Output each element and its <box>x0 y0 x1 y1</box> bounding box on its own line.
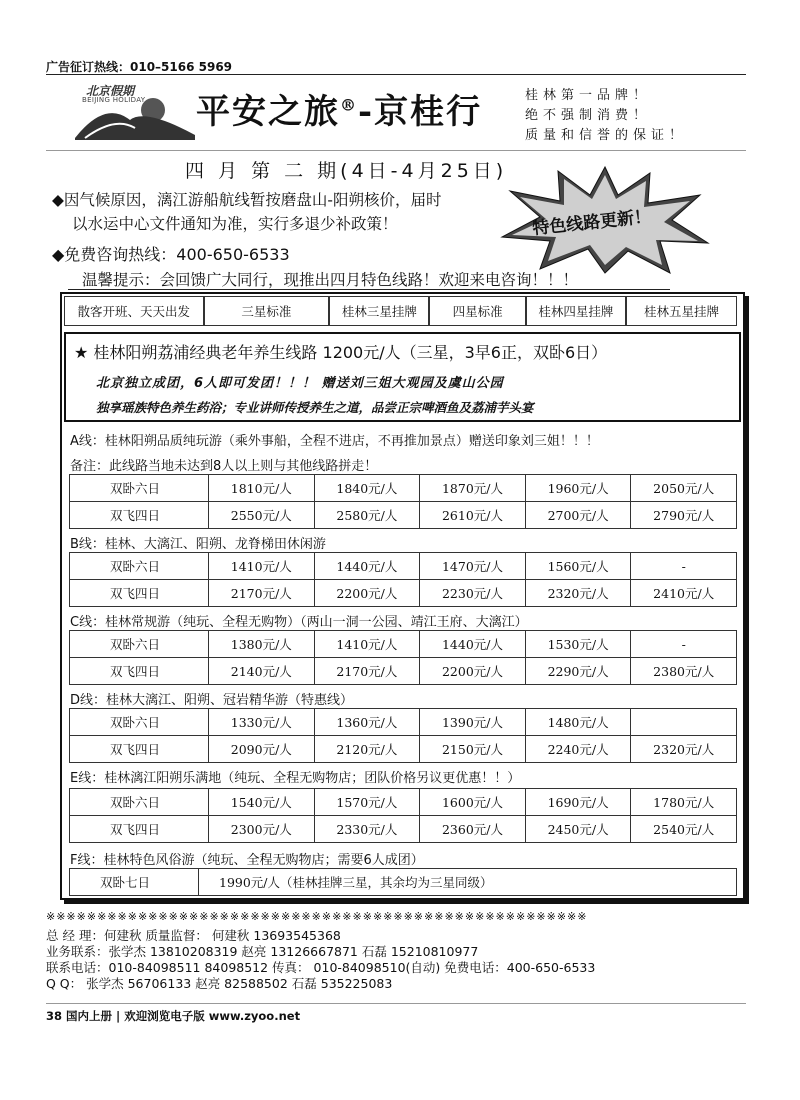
price-cell: 1530元/人 <box>525 631 631 658</box>
featured-route-detail: 独享瑶族特色养生药浴；专业讲师传授养生之道，品尝正宗啤酒鱼及荔浦芋头宴 <box>96 400 534 415</box>
price-cell: 1690元/人 <box>525 789 631 816</box>
table-row <box>70 580 737 607</box>
price-cell: 2090元/人 <box>209 736 315 763</box>
price-cell: 1410元/人 <box>209 553 315 580</box>
price-cell: 1870元/人 <box>420 475 526 502</box>
price-cell: 1960元/人 <box>525 475 631 502</box>
row-label: 双卧六日 <box>70 709 209 736</box>
route-d-title: D线：桂林大漓江、阳朔、冠岩精华游（特惠线） <box>70 693 354 708</box>
page-footer: 38 国内上册 | 欢迎浏览电子版 www.zyoo.net <box>46 1009 301 1023</box>
price-cell: 1780元/人 <box>631 789 737 816</box>
header-cell: 桂林四星挂牌 <box>526 296 626 326</box>
top-rule <box>46 74 746 75</box>
table-row <box>70 631 737 658</box>
route-b-prices <box>69 552 737 607</box>
price-cell: 2300元/人 <box>209 816 315 843</box>
price-cell: 2230元/人 <box>420 580 526 607</box>
price-cell: 1440元/人 <box>420 631 526 658</box>
route-a-prices <box>69 474 737 529</box>
warm-tip: 温馨提示：会回馈广大同行，现推出四月特色线路！欢迎来电咨询！！！ <box>82 271 579 289</box>
row-label: 双卧六日 <box>70 475 209 502</box>
price-cell: 2410元/人 <box>631 580 737 607</box>
price-cell: 1480元/人 <box>525 709 631 736</box>
table-row <box>70 502 737 529</box>
notice-line-1: ◆因气候原因，漓江游船航线暂按磨盘山-阳朔核价，届时 <box>52 191 442 209</box>
header-cell: 桂林三星挂牌 <box>329 296 429 326</box>
row-label: 双卧六日 <box>70 789 209 816</box>
price-cell: 1570元/人 <box>314 789 420 816</box>
tip-underline <box>68 289 670 290</box>
price-cell: 2450元/人 <box>525 816 631 843</box>
price-cell: 2200元/人 <box>314 580 420 607</box>
header-cell: 散客开班、天天出发 <box>64 296 204 326</box>
price-cell: 2120元/人 <box>314 736 420 763</box>
route-b-title: B线：桂林、大漓江、阳朔、龙脊梯田休闲游 <box>70 537 326 552</box>
price-cell: 1390元/人 <box>420 709 526 736</box>
price-cell: 2540元/人 <box>631 816 737 843</box>
price-cell: 2290元/人 <box>525 658 631 685</box>
footer-rule <box>46 1003 746 1004</box>
route-e-prices <box>69 788 737 843</box>
featured-route-title: ★ 桂林阳朔荔浦经典老年养生线路 1200元/人（三星，3早6正，双卧6日） <box>74 343 608 362</box>
table-header <box>64 296 737 326</box>
free-hotline: ◆免费咨询热线：400-650-6533 <box>52 245 290 264</box>
row-label: 双飞四日 <box>70 816 209 843</box>
price-cell <box>631 709 737 736</box>
logo-subtext: BEIJING HOLIDAY <box>82 96 146 104</box>
contact-business: 业务联系：张学杰 13810208319 赵亮 13126667871 石磊 15210810977 <box>46 944 479 959</box>
row-label: 双卧六日 <box>70 553 209 580</box>
price-cell: 2240元/人 <box>525 736 631 763</box>
price-cell: 1360元/人 <box>314 709 420 736</box>
brand-name: 平安之旅 <box>196 92 340 132</box>
price-cell: 2320元/人 <box>631 736 737 763</box>
price-cell: 1840元/人 <box>314 475 420 502</box>
price-cell: 2580元/人 <box>314 502 420 529</box>
price-cell: - <box>631 553 737 580</box>
route-f-prices <box>69 868 737 896</box>
price-cell: 1540元/人 <box>209 789 315 816</box>
table-row <box>70 816 737 843</box>
header-divider <box>46 150 746 151</box>
table-row <box>70 475 737 502</box>
table-row <box>70 789 737 816</box>
header-cell: 三星标准 <box>204 296 330 326</box>
contact-phone: 联系电话：010-84098511 84098512 传真： 010-84098510(自动) 免费电话：400-650-6533 <box>46 960 596 975</box>
header-cell: 桂林五星挂牌 <box>626 296 737 326</box>
price-cell: 1600元/人 <box>420 789 526 816</box>
row-label: 双飞四日 <box>70 502 209 529</box>
route-a-title: A线：桂林阳朔品质纯玩游（乘外事船，全程不进店，不再推加景点）赠送印象刘三姐！！！ <box>70 434 599 449</box>
price-cell: 2330元/人 <box>314 816 420 843</box>
notice-line-2: 以水运中心文件通知为准，实行多退少补政策！ <box>72 215 398 233</box>
table-row <box>70 736 737 763</box>
slogan-line: 质量和信誉的保证！ <box>525 128 688 143</box>
route-a-note: 备注：此线路当地未达到8人以上则与其他线路拼走！ <box>70 459 378 474</box>
table-row <box>70 658 737 685</box>
slogan-line: 绝不强制消费！ <box>525 108 652 123</box>
brand-mark: ® <box>340 95 358 115</box>
route-d-prices <box>69 708 737 763</box>
row-label: 双卧七日 <box>70 869 199 896</box>
contact-manager: 总 经 理：何建秋 质量监督： 何建秋 13693545368 <box>46 928 341 943</box>
price-cell: 2200元/人 <box>420 658 526 685</box>
burst-label: 特色线路更新！ <box>531 206 652 240</box>
price-cell: 1410元/人 <box>314 631 420 658</box>
logo-text: 北京假期 <box>86 84 135 98</box>
route-c-title: C线：桂林常规游（纯玩、全程无购物）（两山一洞一公园、靖江王府、大漓江） <box>70 615 528 630</box>
price-cell: 2550元/人 <box>209 502 315 529</box>
price-cell: 1330元/人 <box>209 709 315 736</box>
price-cell: 1810元/人 <box>209 475 315 502</box>
price-cell: 1990元/人（桂林挂牌三星，其余均为三星同级） <box>199 869 737 896</box>
price-cell: 2140元/人 <box>209 658 315 685</box>
price-cell: - <box>631 631 737 658</box>
price-cell: 2320元/人 <box>525 580 631 607</box>
table-row <box>70 553 737 580</box>
price-cell: 2790元/人 <box>631 502 737 529</box>
price-cell: 2610元/人 <box>420 502 526 529</box>
contact-qq: Q Q： 张学杰 56706133 赵亮 82588502 石磊 535225083 <box>46 976 393 991</box>
issue-title: 四 月 第 二 期(4日-4月25日) <box>185 160 508 182</box>
row-label: 双卧六日 <box>70 631 209 658</box>
row-label: 双飞四日 <box>70 580 209 607</box>
price-cell: 2360元/人 <box>420 816 526 843</box>
price-cell: 1380元/人 <box>209 631 315 658</box>
row-label: 双飞四日 <box>70 736 209 763</box>
price-cell: 2050元/人 <box>631 475 737 502</box>
ad-hotline: 广告征订热线：010–5166 5969 <box>46 60 233 74</box>
slogan <box>525 86 687 146</box>
route-e-title: E线：桂林漓江阳朔乐满地（纯玩、全程无购物店；团队价格另议更优惠！！） <box>70 771 521 786</box>
star-divider: ※※※※※※※※※※※※※※※※※※※※※※※※※※※※※※※※※※※※※※※※※※※※※※※※※※※※※ <box>46 910 588 923</box>
table-row <box>70 709 737 736</box>
price-cell: 1440元/人 <box>314 553 420 580</box>
slogan-line: 桂林第一品牌！ <box>525 88 652 103</box>
price-cell: 2700元/人 <box>525 502 631 529</box>
price-cell: 2380元/人 <box>631 658 737 685</box>
featured-route-detail: 北京独立成团，6人即可发团！！！ 赠送刘三姐大观园及虞山公园 <box>96 376 504 391</box>
brand-suffix: -京桂行 <box>358 92 483 132</box>
price-cell: 1470元/人 <box>420 553 526 580</box>
header-cell: 四星标准 <box>429 296 525 326</box>
row-label: 双飞四日 <box>70 658 209 685</box>
price-cell: 1560元/人 <box>525 553 631 580</box>
route-c-prices <box>69 630 737 685</box>
price-cell: 2150元/人 <box>420 736 526 763</box>
brand-title <box>196 84 482 133</box>
table-row <box>70 869 737 896</box>
route-f-title: F线：桂林特色风俗游（纯玩、全程无购物店；需要6人成团） <box>70 853 424 868</box>
price-cell: 2170元/人 <box>314 658 420 685</box>
price-cell: 2170元/人 <box>209 580 315 607</box>
